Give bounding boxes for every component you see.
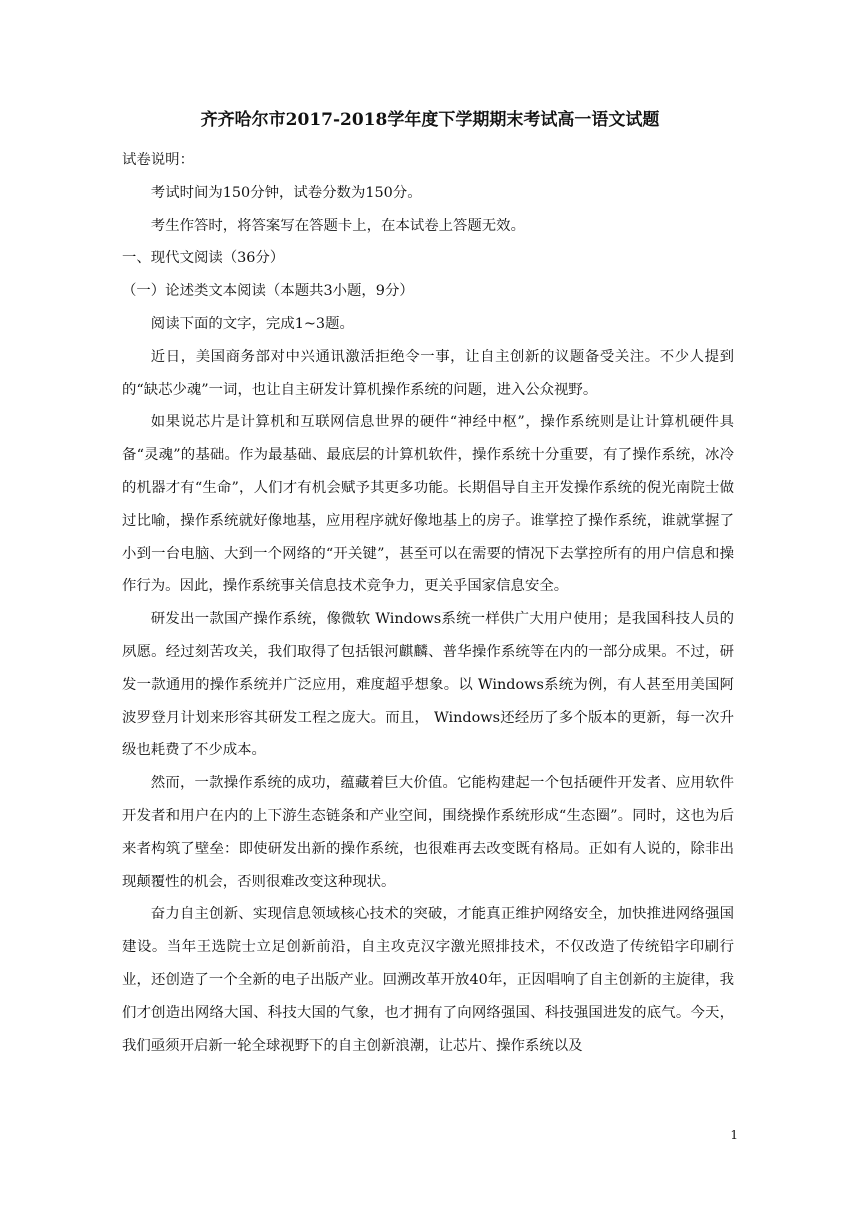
passage-paragraph: 奋力自主创新、实现信息领域核心技术的突破，才能真正维护网络安全，加快推进网络强国建设。当年王选院士立足创新前沿，自主攻克汉字激光照排技术，不仅改造了传统铅字印刷行业，还创造了一个全新的电子出版产业。回溯改革开放40年，正因唱响了自主创新的主旋律，我们才创造出网络大国、科技大国的气象，也才拥有了向网络强国、科技强国进发的底气。今天，我们亟须开启新一轮全球视野下的自主创新浪潮，让芯片、操作系统以及 — [122, 906, 734, 1054]
subsection-heading: （一）论述类文本阅读（本题共3小题，9分） — [122, 283, 414, 300]
document-body — [122, 144, 734, 1062]
page-number: 1 — [730, 1128, 738, 1142]
passage-paragraph: 然而，一款操作系统的成功，蕴藏着巨大价值。它能构建起一个包括硬件开发者、应用软件开发者和用户在内的上下游生态链条和产业空间，围绕操作系统形成“生态圈”。同时，这也为后来者构筑了壁垒：即使研发出新的操作系统，也很难再去改变既有格局。正如有人说的，除非出现颠覆性的机会，否则很难改变这种现状。 — [122, 775, 734, 890]
section-heading: 一、现代文阅读（36分） — [122, 250, 285, 267]
passage-paragraph: 近日，美国商务部对中兴通讯激活拒绝令一事，让自主创新的议题备受关注。不少人提到的“缺芯少魂”一词，也让自主研发计算机操作系统的问题，进入公众视野。 — [122, 348, 734, 398]
page-title: 齐齐哈尔市2017-2018学年度下学期期末考试高一语文试题 — [200, 110, 660, 130]
passage-paragraph: 如果说芯片是计算机和互联网信息世界的硬件“神经中枢”，操作系统则是让计算机硬件具备“灵魂”的基础。作为最基础、最底层的计算机软件，操作系统十分重要，有了操作系统，冰冷的机器才有“生命”，人们才有机会赋予其更多功能。长期倡导自主开发操作系统的倪光南院士做过比喻，操作系统就好像地基，应用程序就好像地基上的房子。谁掌控了操作系统，谁就掌握了小到一台电脑、大到一个网络的“开关键”，甚至可以在需要的情况下去掌控所有的用户信息和操作行为。因此，操作系统事关信息技术竞争力，更关乎国家信息安全。 — [122, 414, 734, 595]
exam-notes-heading: 试卷说明： — [122, 152, 194, 168]
exam-time-note: 考试时间为150分钟，试卷分数为150分。 — [150, 184, 422, 201]
reading-instruction: 阅读下面的文字，完成1~3题。 — [150, 315, 354, 332]
answer-instruction: 考生作答时，将答案写在答题卡上，在本试卷上答题无效。 — [150, 217, 525, 234]
passage-paragraph: 研发出一款国产操作系统，像微软 Windows系统一样供广大用户使用；是我国科技人员的夙愿。经过刻苦攻关，我们取得了包括银河麒麟、普华操作系统等在内的一部分成果。不过，研发一款通用的操作系统并广泛应用，难度超乎想象。以 Windows系统为例，有人甚至用美国阿波罗登月计划来形容其研发工程之庞大。而且， Windows还经历了多个版本的更新，每一次升级也耗费了不少成本。 — [122, 611, 734, 759]
